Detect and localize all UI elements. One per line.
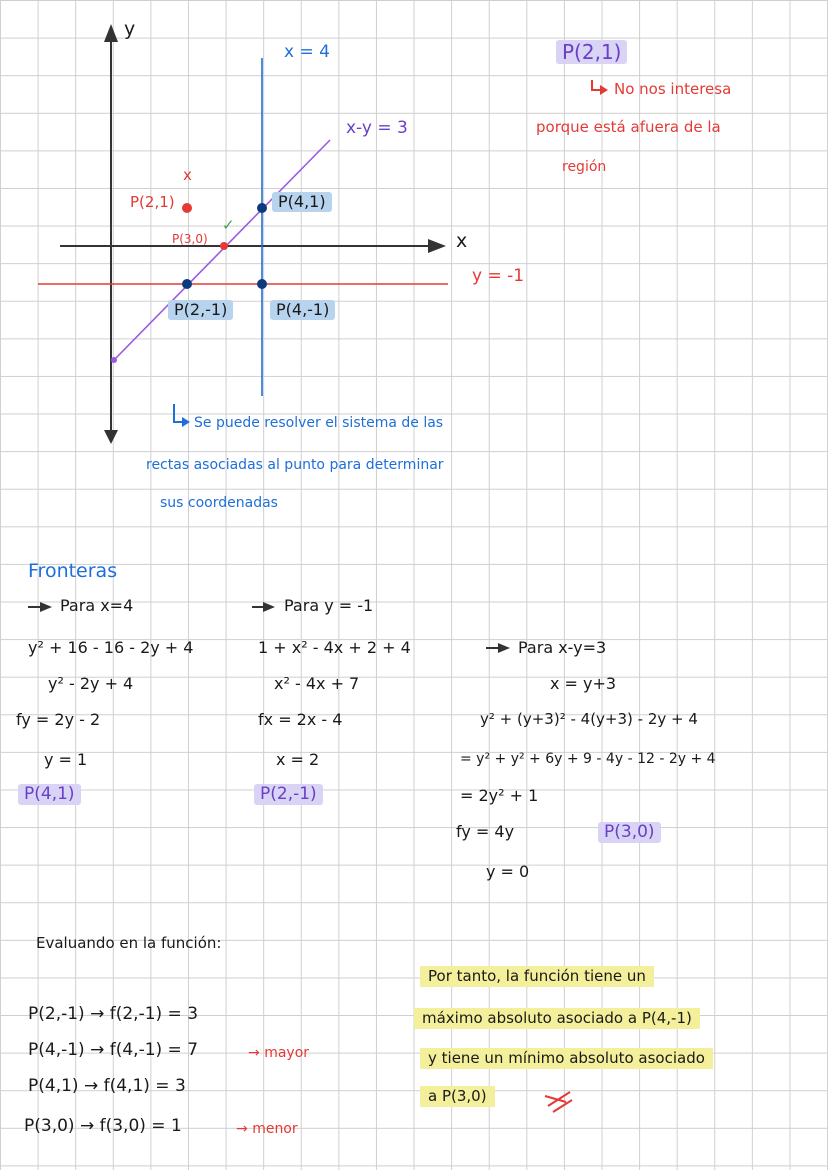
check-p30: ✓ — [222, 216, 235, 234]
note-blue-line3: sus coordenadas — [160, 495, 278, 511]
c1-l2: y² - 2y + 4 — [48, 674, 134, 693]
note-right-title: P(2,1) — [556, 40, 627, 64]
c3-l3: = y² + y² + 6y + 9 - 4y - 12 - 2y + 4 — [460, 751, 716, 767]
c1-l3: fy = 2y - 2 — [16, 710, 101, 729]
eval-title: Evaluando en la función: — [36, 934, 222, 952]
note-right-line1: No nos interesa — [614, 80, 732, 98]
line-x-y-3 — [114, 140, 330, 360]
eval-r2-tag: → mayor — [248, 1045, 310, 1061]
c3-l2: y² + (y+3)² - 4(y+3) - 2y + 4 — [480, 710, 698, 728]
c3-l1: x = y+3 — [550, 674, 617, 693]
conclusion-l3: y tiene un mínimo absoluto asociado — [420, 1048, 713, 1069]
c2-res: P(2,-1) — [254, 784, 323, 805]
y-axis-label: y — [124, 18, 136, 40]
eval-r1: P(2,-1) → f(2,-1) = 3 — [28, 1004, 199, 1024]
c3-l6: y = 0 — [486, 862, 530, 881]
dot-p21 — [182, 203, 192, 213]
x-axis-label: x — [456, 230, 468, 252]
conclusion-l4: a P(3,0) — [420, 1086, 495, 1107]
c1-res: P(4,1) — [18, 784, 81, 805]
conclusion-l1: Por tanto, la función tiene un — [420, 966, 654, 987]
label-y-m1: y = -1 — [472, 266, 525, 286]
eval-r2: P(4,-1) → f(4,-1) = 7 — [28, 1040, 199, 1060]
y-axis-arrow-down — [104, 430, 118, 444]
label-p30: P(3,0) — [172, 232, 208, 246]
c3-head: Para x-y=3 — [518, 638, 607, 657]
c3-l4: = 2y² + 1 — [460, 786, 539, 805]
fronteras-title: Fronteras — [28, 560, 118, 582]
c2-l2: x² - 4x + 7 — [274, 674, 360, 693]
eval-r4-tag: → menor — [236, 1121, 298, 1137]
c2-l4: x = 2 — [276, 750, 320, 769]
c2-head: Para y = -1 — [284, 596, 374, 615]
dot-p4m1 — [257, 279, 267, 289]
c1-l1: y² + 16 - 16 - 2y + 4 — [28, 638, 194, 657]
dot-p30 — [220, 242, 228, 250]
diag-endpoint — [111, 357, 117, 363]
note-blue-line1: Se puede resolver el sistema de las — [194, 415, 444, 431]
end-mark — [545, 1092, 572, 1112]
eval-r4: P(3,0) → f(3,0) = 1 — [24, 1116, 182, 1136]
c2-l3: fx = 2x - 4 — [258, 710, 343, 729]
label-x-y-3: x-y = 3 — [346, 118, 408, 138]
note-right-line2: porque está afuera de la — [536, 118, 721, 136]
label-p4m1: P(4,-1) — [270, 300, 335, 320]
note-right-line3: región — [562, 159, 607, 175]
label-p2m1: P(2,-1) — [168, 300, 233, 320]
label-x-4: x = 4 — [284, 42, 330, 62]
c1-l4: y = 1 — [44, 750, 88, 769]
c2-l1: 1 + x² - 4x + 2 + 4 — [258, 638, 411, 657]
c3-res: P(3,0) — [598, 822, 661, 843]
mark-outside: x — [183, 166, 192, 184]
label-p21: P(2,1) — [130, 193, 175, 211]
conclusion-l2: máximo absoluto asociado a P(4,-1) — [414, 1008, 700, 1029]
c3-l5: fy = 4y — [456, 822, 515, 841]
dot-p41 — [257, 203, 267, 213]
note-blue-line2: rectas asociadas al punto para determinar — [146, 457, 444, 473]
x-axis-arrow — [428, 239, 446, 253]
label-p41: P(4,1) — [272, 192, 332, 212]
dot-p2m1 — [182, 279, 192, 289]
c1-head: Para x=4 — [60, 596, 134, 615]
y-axis-arrow-up — [104, 24, 118, 42]
eval-r3: P(4,1) → f(4,1) = 3 — [28, 1076, 186, 1096]
